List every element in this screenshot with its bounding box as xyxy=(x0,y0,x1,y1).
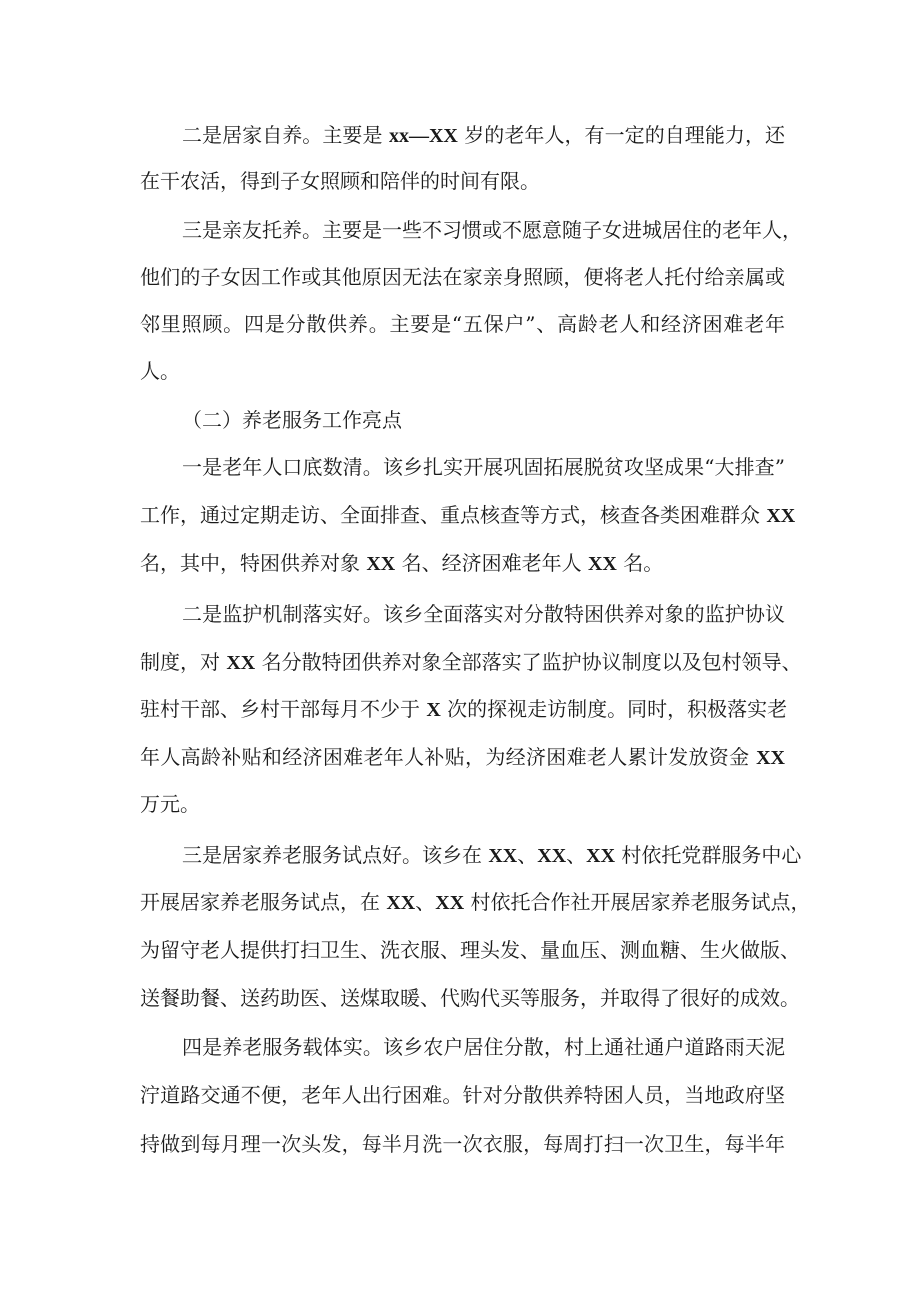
paragraph-highlight-3-line-1: 三是居家养老服务试点好。该乡在 XX、XX、XX 村依托党群服务中心 xyxy=(182,843,802,867)
paragraph-highlight-3-line-4: 送餐助餐、送药助医、送煤取暖、代购代买等服务，并取得了很好的成效。 xyxy=(140,986,800,1010)
paragraph-home-self-care-line-1: 二是居家自养。主要是 xx—XX 岁的老年人，有一定的自理能力，还 xyxy=(182,123,786,147)
paragraph-highlight-3-line-3: 为留守老人提供打扫卫生、洗衣服、理头发、量血压、测血糖、生火做版、 xyxy=(140,938,800,962)
section-heading: （二）养老服务工作亮点 xyxy=(182,408,402,432)
paragraph-highlight-2-line-1: 二是监护机制落实好。该乡全面落实对分散特困供养对象的监护协议 xyxy=(182,602,785,626)
paragraph-relative-care-line-4: 人。 xyxy=(140,359,180,383)
paragraph-relative-care-line-2: 他们的子女因工作或其他原因无法在家亲身照顾，便将老人托付给亲属或 xyxy=(140,265,785,289)
paragraph-highlight-4-line-2: 泞道路交通不便，老年人出行困难。针对分散供养特困人员，当地政府坚 xyxy=(140,1083,785,1107)
paragraph-highlight-2-line-2: 制度，对 XX 名分散特团供养对象全部落实了监护协议制度以及包村领导、 xyxy=(140,650,802,674)
paragraph-highlight-4-line-1: 四是养老服务载体实。该乡农户居住分散，村上通社通户道路雨天泥 xyxy=(182,1035,785,1059)
paragraph-highlight-2-line-5: 万元。 xyxy=(140,792,200,816)
paragraph-relative-care-line-1: 三是亲友托养。主要是一些不习惯或不愿意随子女进城居住的老年人， xyxy=(182,218,802,242)
paragraph-highlight-4-line-3: 持做到每月理一次头发，每半月洗一次衣服，每周打扫一次卫生，每半年 xyxy=(140,1132,785,1156)
paragraph-highlight-2-line-4: 年人高龄补贴和经济困难老年人补贴，为经济困难老人累计发放资金 XX xyxy=(140,745,785,769)
paragraph-relative-care-line-3: 邻里照顾。四是分散供养。主要是“五保户”、高龄老人和经济困难老年 xyxy=(140,312,785,336)
paragraph-highlight-1-line-2: 工作，通过定期走访、全面排查、重点核查等方式，核查各类困难群众 XX xyxy=(140,503,796,527)
paragraph-highlight-3-line-2: 开展居家养老服务试点，在 XX、XX 村依托合作社开展居家养老服务试点， xyxy=(140,890,811,914)
paragraph-highlight-2-line-3: 驻村干部、乡村干部每月不少于 X 次的探视走访制度。同时，积极落实老 xyxy=(140,697,788,721)
paragraph-home-self-care-line-2: 在干农活，得到子女照顾和陪伴的时间有限。 xyxy=(140,169,540,193)
paragraph-highlight-1-line-1: 一是老年人口底数清。该乡扎实开展巩固拓展脱贫攻坚成果“大排查” xyxy=(182,455,785,479)
paragraph-highlight-1-line-3: 名，其中，特困供养对象 XX 名、经济困难老年人 XX 名。 xyxy=(140,551,664,575)
